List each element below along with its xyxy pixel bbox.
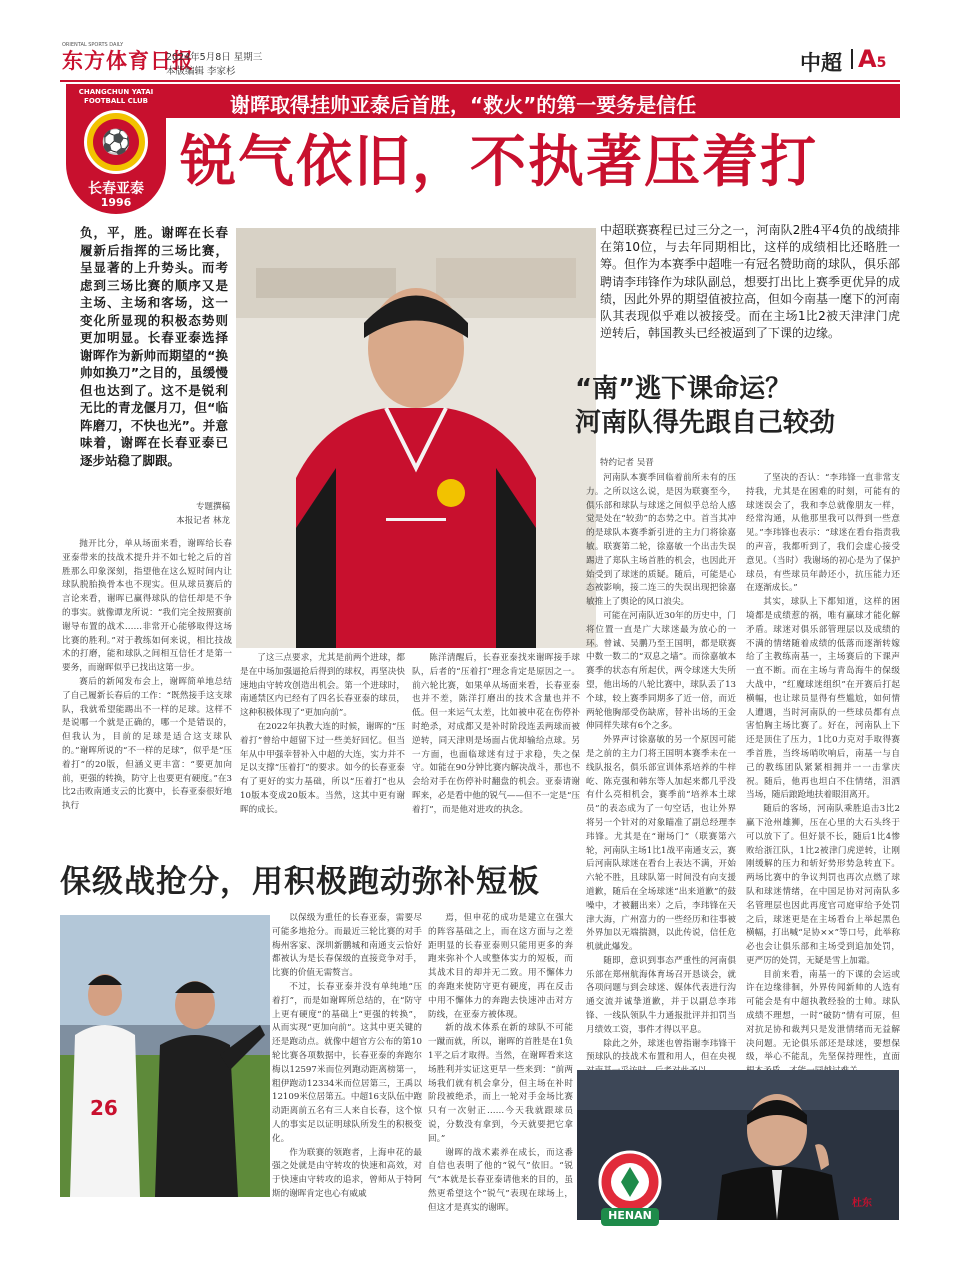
article2-paragraph: 了坚决的否认：“李玮锋一直非常支持我，尤其是在困难的时刻，可能有的球迷误会了，我和李总就像朋友一样，经常沟通，从他那里我可以得到一些意见。”李玮锋也表示：“球迷在看台指责我的声音，我都听到了，我们会虚心接受意见。（当时）我谢场的初心是为了保护球员，有些球员年龄还小，抗压能力还在逐渐成长。” [746, 473, 900, 594]
henan-crest-label: HENAN [608, 1209, 652, 1222]
article3-paragraph: 焉，但申花的成功是建立在强大的阵容基础之上，而在这方面与之差距明显的长春亚泰则只能用更多的奔跑来弥补个人或整体实力的短板，而其战术目的却并无二致。用不懈体力的奔跑来使防守更有硬度，再在反击中用不懈体力的奔跑去快速冲击对方防线，在亚泰方被体现。 [428, 913, 573, 1020]
article2-paragraph: 目前来看，南基一的下课的会运或许在边缘徘徊，外界传闻新帅的人选有可能会是有中超执教经验的士帅。球队成绩不理想，一时“破防”情有可原，但对抗足协和裁判只是发泄情绪而无益解决问题。无论俱乐部还是球迷，要想保级，举心不能乱，先坚保持理性，直面 [746, 969, 900, 1063]
article2-headline: 河南队得先跟自己较劲 [575, 408, 836, 438]
page-number [858, 45, 886, 73]
article2-kicker: “南”逃下课命运？ [575, 374, 792, 404]
article1-paragraph: 抛开比分，单从场面来看，谢晖给长春亚泰带来的技战术提升并不如七轮之后的首胜那么印象深刻，指望他在这么短时间内让球队脱胎换骨本也不现实。但从球员赛后的言论来看，谢晖已赢得球队的信任却是不争的事实。就像谭龙所说：“我们完全按照赛前谢导布置的战术……非常开心能够取得这场比赛的胜利。”对于教练如何来说，相比技战术的打磨，能和球队之间相互信任才是第一要务，而谢晖似乎已找出这第一步。 [62, 539, 232, 674]
logo-subtitle: ORIENTAL SPORTS DAILY [62, 42, 124, 48]
article1-byline [110, 500, 230, 528]
article3-column-2 [428, 912, 573, 1213]
article2-paragraph: 除此之外，球迷也曾指谢李玮锋干预球队的技战术布置和用人，但在央视 [586, 1038, 736, 1063]
section-divider [851, 49, 853, 69]
crest-emblem-icon: ⚽ [93, 119, 139, 165]
top-rule [60, 80, 900, 82]
page-editor: 本版编辑 李家杉 [166, 66, 236, 77]
article1-paragraph: 陈洋清醒后，长春亚泰找来谢晖接手球队，后者的“压着打”理念肯定是原因之一。前六轮比赛，如果单从场面来看，长春亚泰也并不差，陈洋打磨出的技术含量也并不低。但一来运气太差，比如被申花在伤停补时绝杀，对成都又是补时阶段连丢两球而被逆转，同天津则是场面占优却输给点球。另一方面，也面临球迷有过于求稳，失之保守。如能在90分钟比赛内解决战斗，那也不会给对手在伤停补时翻盘的机会。亚泰请谢晖来，必是看中他的锐气——但不一定是“压着打”，而是他对进攻的执念。 [412, 653, 580, 815]
article3-headline: 保级战抢分，用积极跑动弥补短板 [60, 864, 540, 900]
article2-column-1 [586, 472, 736, 1066]
page-digit: 5 [876, 55, 887, 71]
article2-column-2 [746, 472, 900, 1066]
article2-paragraph: 随后的客场，河南队乘胜追击3比2赢下沧州雄狮，压在心里的大石头终于可以放下了。但好景不长，随后1比4惨败给浙江队，1比2被津门虎逆转，让刚刚缓解的压力和斩好势形势急转直下。两场比赛中的争议判罚也再次点燃了球队和球迷情绪，在中国足协对河南队多名管理层也因此再度官司庭审给予处罚之后，球迷更是在主场看台上举起黑色横幅，打出喊“足协××”等口号，此举称必也会让俱乐部和主场受到追加处罚，更严厉的处罚，无疑是雪上加霜。 [746, 804, 900, 966]
article3-paragraph: 作为联赛的领跑者，上海申花的最强之处就是由守转攻的快速和高效，对于快速由守转攻的追求，曾师从于特阿斯的谢晖肯定也心有威戚 [272, 1147, 422, 1199]
crest-year: 1996 [100, 196, 132, 209]
article1-column-3 [412, 652, 580, 844]
issue-date: 2024年5月8日 星期三 [166, 52, 263, 63]
article2-paragraph: 随即，意识到事态严重性的河南俱乐部在郑州航海体育场召开恳谈会，就各项问题与到会球迷、媒体代表进行沟通交流并诚挚道歉，并于以副总李玮锋、一线队领队牛力通报批评并扣罚当月绩效工资，事件才得以平息。 [586, 955, 736, 1035]
article1-paragraph: 赛后的新闻发布会上，谢晖简单地总结了自己履新长春后的工作：“既然接手这支球队，我就希望能踢出不一样的足球。这样不是说哪一个就是正确的，哪一个是错误的，但我认为，目前的足球是适合这支球队的。”谢晖所说的“不一样的足球”，似乎是“压着打”的20版，但涵义更丰富：“要更加向前，更强的转换，防守上也要更有硬度。”在3比2击败南通支云的比赛中，长春亚泰很好地执行 [62, 676, 232, 812]
byline-reporter: 本报记者 林龙 [176, 516, 230, 526]
svg-text:26: 26 [90, 1096, 118, 1120]
article2-paragraph: 可能在河南队近30年的历史中，门将位置一直是广大球迷最为放心的一环。曾诚、吴鹏乃至王国明，都是联赛中数一数二的“双息之墙”。而徐嘉敏本赛季的状态有所起伏，两令球迷大失所望，他出场的八轮比赛中，球队丢了13个球，较上赛季同期多了近一倍，而近两轮他胸部受伤缺席，替补出场的王金伸同样失球有6个之多。 [586, 610, 736, 732]
article2-paragraph: 河南队本赛季回临着前所未有的压力。之所以这么说，是因为联赛至今，俱乐部和球队与球迷之间似乎总给人感觉是处在“较劲”的态势之中。首当其冲的是球队本赛季新引进的主力门将徐嘉敏。联赛第二轮，徐嘉敏一个出击失误踢进了郑队主场首胜的机会，也因此开始受到了球迷的质疑。随后，可能是心态被影响，接二连三的失误出现把徐嘉敏推上了舆论的风口浪尖。 [586, 473, 736, 608]
article2-intro: 中超联赛赛程已过三分之一，河南队2胜4平4负的战绩排在第10位，与去年同期相比，这样的成绩相比还略胜一筹。但作为本赛季中超唯一有冠名赞助商的球队，俱乐部聘请李玮锋作为球队副总，想要打出比上赛季更优异的成绩，因此外界的期望值被拉高，但如今南基一麾下的河南队其表现似乎难以被接受。而在主场1比2被天津津门虎逆转后，韩国教头已经被逼到了下课的边缘。 [600, 223, 901, 341]
article3-paragraph: 新的战术体系在新的球队不可能一蹴而就，所以，谢晖的首胜是在1负1平之后才取得。当然，在谢晖看来这场胜利并实证这更早一些来到：“前两场我们就有机会拿分，但主场在补时阶段被绝杀，而上一轮对手金场比赛只有一次射正……今天我就跟球员说，分数没有拿到，今天就要把它拿回。” [428, 1023, 573, 1144]
article3-paragraph: 以保级为重任的长春亚泰，需要尽可能多地抢分。而最近三轮比赛的对手梅州客家、深圳新鹏城和南通支云恰好都被认为是长春保级的直接竞争对手，比赛的价值无需赘言。 [272, 913, 422, 979]
page-letter: A [858, 45, 877, 73]
coach-with-player-photo [60, 915, 270, 1197]
article2-byline: 特约记者 吴晋 [600, 458, 654, 468]
article1-column-1 [62, 538, 232, 844]
byline-feature: 专题撰稿 [195, 502, 230, 512]
crest-club-name-en: CHANGCHUN YATAI FOOTBALL CLUB [78, 88, 154, 105]
article2-paragraph: 外界声讨徐嘉敏的另一个原因可能是之前的主力门将王国明本赛季未在一线队报名，俱乐部宣训体系培养的牛梓屹、陈克强和韩东等人加起来都几乎没有什么亮相机会，赛季前“培养本土球员”的表态成为了一句空话，也让外界将另一个针对的对象瞄准了副总经理李玮锋。尤其是在“谢场门”（联赛第六轮，河南队主场1比1战平南通支云，赛后河南队球迷在看台上表达不满，开始六轮不胜，且球队第一时间没有向支援道歉，随后在全场球迷“出来道歉”的鼓噪中，才被翻出来）之后，李玮锋在天津大海，广州富力的一些经历和往事被外界加以无端揣测，以此传说，信任危机就此爆发。 [586, 735, 736, 953]
article1-kicker: 谢晖取得挂帅亚泰后首胜，“救火”的第一要务是信任 [230, 93, 697, 117]
article1-paragraph: 了这三点要求，尤其是前两个进球，都是在中场加强逼抢后得到的球权，再坚决快速地由守转攻创造出机会。第一个进球时，南通禁区内已经有了四名长春亚泰的球员，这种积极体现了“更加向前”。 [240, 653, 405, 719]
article1-headline: 锐气依旧，不执著压着打 [180, 130, 818, 195]
crest-club-name: 长春亚泰 [88, 181, 144, 197]
photo-credit: 杜东 [852, 1198, 872, 1209]
article1-paragraph: 在2022年执教大连的时候，谢晖的“压着打”曾给中超留下过一些美好回忆。但当年从中甲强幸替补入中超的大连，实力并不足以支撑“压着打”的要求。如今的长春亚泰有了更好的实力基础，所以“压着打”也从10版本变成20版本。当然，这其中更有谢晖的成长。 [240, 721, 405, 815]
section-name: 中超 [800, 51, 842, 75]
article1-column-2 [240, 652, 405, 844]
article1-lead: 负，平，胜。谢晖在长春履新后指挥的三场比赛，呈显著的上升势头。而考虑到三场比赛的顺序又是主场、主场和客场，这一变化所显现的积极态势则更加明显。长春亚泰选择谢晖作为新帅而期望的“换帅如换刀”之目的，虽缓慢但也达到了。这不是锐利无比的青龙偃月刀，但“临阵磨刀，不快也光”。并意味着，谢晖在长春亚泰已逐步站稳了脚跟。 [80, 225, 228, 468]
article2-paragraph: 其实，球队上下都知道，这样的困境都是成绩惹的祸，唯有赢球才能化解矛盾。球迷对俱乐部管理层以及成绩的不满的情绪随着成绩的低落而逐渐转嫁给了主教练南基一，主场赛后的下课声一直不断。而在主场与青岛海牛的保级大战中，“红魔球迷组织”在开赛后打起横幅，也让球员显得有些尴尬，如何情人遭遇，当时河南队的一些球员都有点害怕胸主场比赛了。好在，河南队上下还是顶住了压力，1比0力克对手取得赛季首胜，当终场哨吹响后，南基一与自己的教练团队紧紧相拥并一一击掌庆祝。随后，他再也坦白不住情绪，泪洒当场，随后踉跄地扶着眼泪离开。 [746, 597, 900, 801]
article3-paragraph: 不过，长春亚泰并没有单纯地“压着打”，而是如谢晖所总结的，在“防守上更有硬度”的基础上“更强的转换”，从而实现“更加向前”。这其中更关键的还是跑动点。就像中超官方公布的第10轮比赛各项数据中，长春亚泰的奔跑尔梅以12597米而位列跑动距离榜第一，粗伊跑动12334米而位居第三，王禹以12109米位居第五。中超16支队伍中跑动距离前五名有三人来自长春，这个惊人的事实足以证明球队所发生的积极变化。 [272, 981, 422, 1144]
article3-column-1 [272, 912, 422, 1208]
newspaper-logo: 东方体育日报 [62, 49, 194, 73]
coach-xie-hui-photo [236, 228, 596, 648]
article3-paragraph: 谢晖的战术素养在成长，而这番自信也表明了他的“锐气”依旧。“锐气”本就是长春亚泰请他来的目的，虽然更希望这个“锐气”表现在球场上，但这才是真实的谢晖。 [428, 1147, 573, 1213]
